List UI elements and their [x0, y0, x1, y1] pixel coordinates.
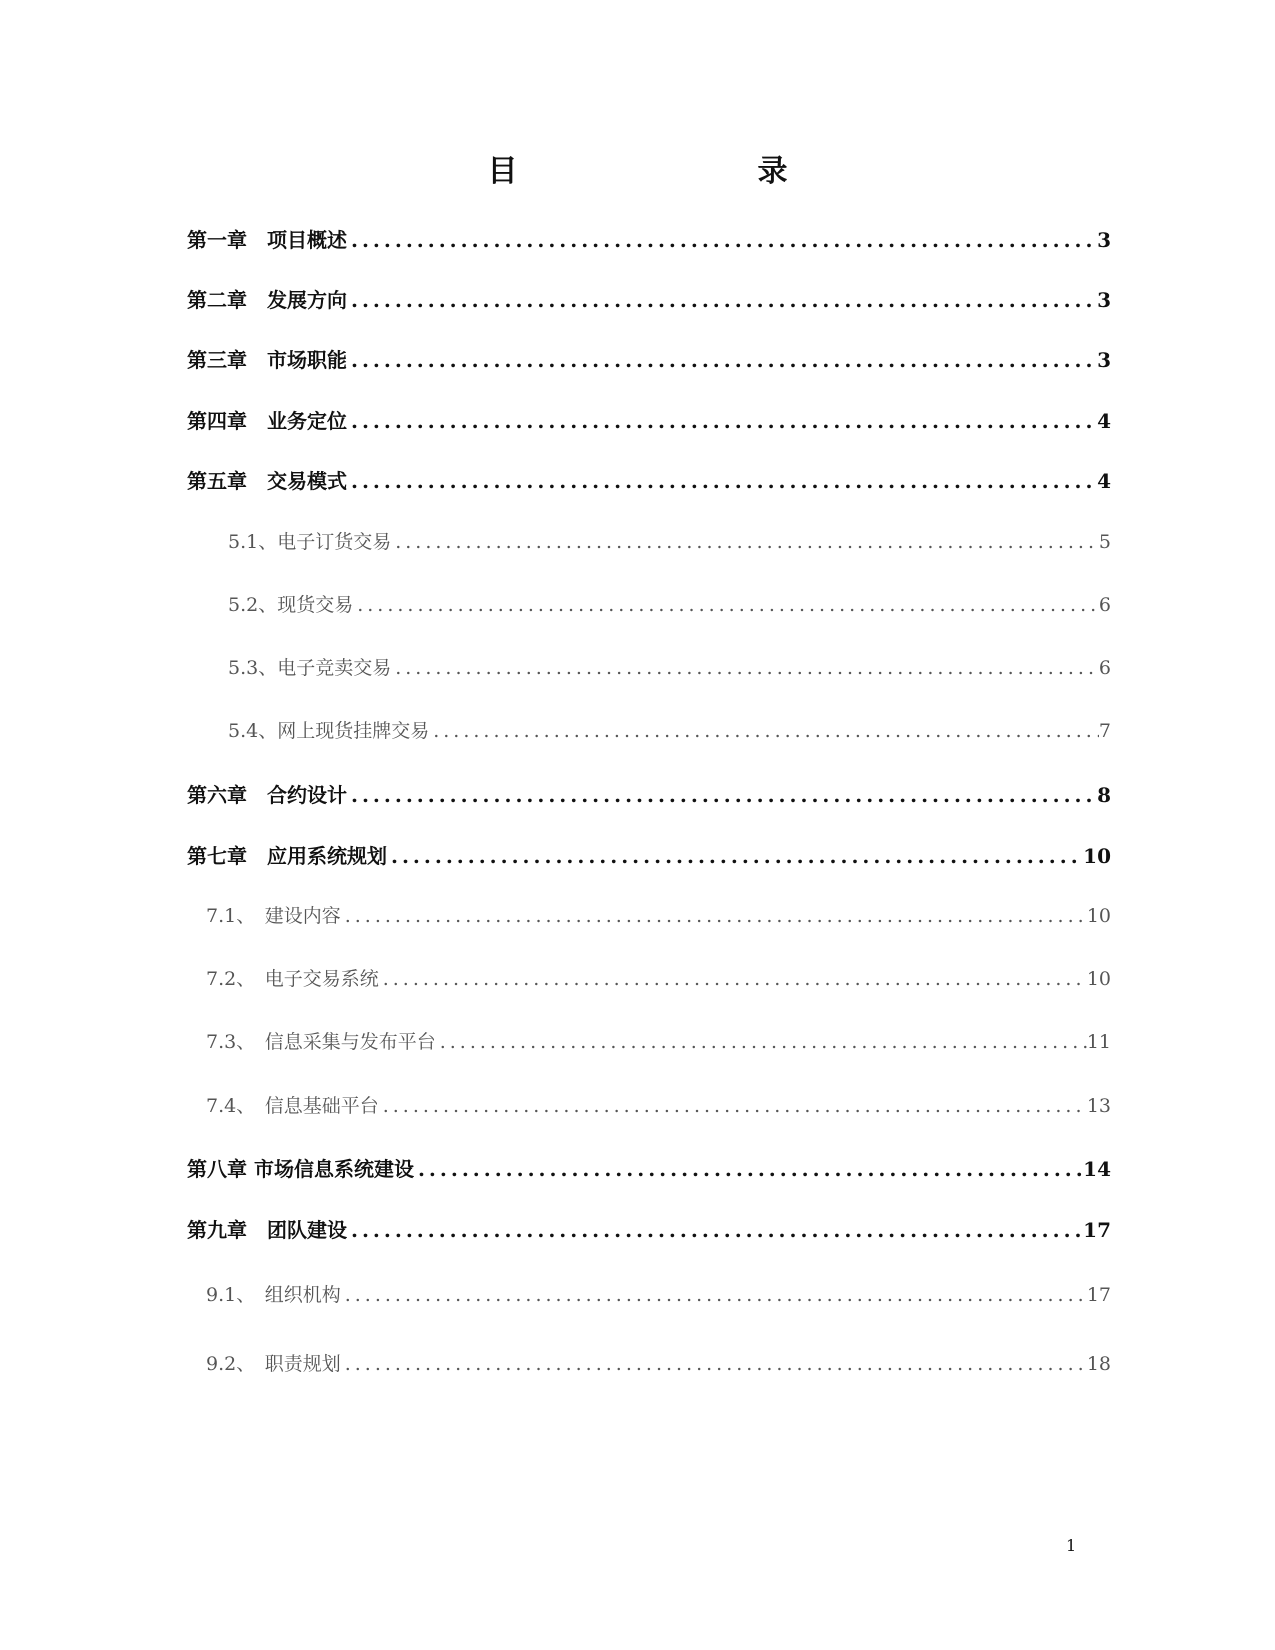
leader-dots [341, 1284, 1087, 1306]
leader-dots [341, 1353, 1087, 1375]
leader-dots [347, 228, 1097, 252]
toc-entry-page: 4 [1097, 469, 1111, 493]
toc-entry-chapter-9[interactable] [187, 1214, 1111, 1243]
toc-entry-page: 6 [1098, 657, 1111, 679]
toc-entry-page: 8 [1097, 783, 1111, 807]
leader-dots [347, 1218, 1083, 1242]
toc-entry-page: 18 [1086, 1353, 1111, 1375]
toc-entry-label: 第二章 发展方向 [187, 288, 347, 312]
leader-dots [347, 783, 1097, 807]
leader-dots [347, 348, 1097, 372]
toc-entry-page: 13 [1086, 1095, 1111, 1117]
toc-entry-label: 5.2、现货交易 [228, 594, 354, 616]
toc-entry-page: 17 [1086, 1284, 1111, 1306]
toc-entry-page: 4 [1097, 409, 1111, 433]
toc-entry-label: 第六章 合约设计 [187, 783, 347, 807]
toc-entry-chapter-6[interactable] [187, 779, 1111, 808]
toc-entry-label: 第三章 市场职能 [187, 348, 347, 372]
toc-entry-label: 7.1、 建设内容 [206, 905, 341, 927]
leader-dots [429, 720, 1099, 742]
toc-entry-label: 第九章 团队建设 [187, 1218, 347, 1242]
toc-entry-label: 7.2、 电子交易系统 [206, 968, 379, 990]
toc-entry-chapter-5[interactable] [187, 465, 1111, 494]
toc-entry-label: 7.4、 信息基础平台 [206, 1095, 379, 1117]
toc-entry-chapter-1[interactable] [187, 224, 1111, 253]
leader-dots [347, 469, 1097, 493]
leader-dots [347, 409, 1097, 433]
leader-dots [353, 594, 1099, 616]
toc-entry-section-7-2[interactable] [206, 964, 1111, 991]
toc-entry-label: 第一章 项目概述 [187, 228, 347, 252]
leader-dots [391, 657, 1099, 679]
toc-entry-label: 5.4、网上现货挂牌交易 [228, 720, 430, 742]
toc-entry-label: 5.3、电子竞卖交易 [228, 657, 392, 679]
leader-dots [379, 1095, 1087, 1117]
toc-entry-section-5-3[interactable] [228, 653, 1111, 680]
toc-entry-page: 10 [1086, 968, 1111, 990]
toc-entry-section-7-4[interactable] [206, 1091, 1111, 1118]
toc-entry-page: 3 [1097, 288, 1111, 312]
toc-entry-page: 3 [1097, 228, 1111, 252]
toc-entry-section-7-3[interactable] [206, 1027, 1111, 1054]
toc-entry-page: 5 [1098, 531, 1111, 553]
toc-entry-section-9-1[interactable] [206, 1280, 1111, 1307]
toc-entry-chapter-4[interactable] [187, 405, 1111, 434]
toc-entry-page: 17 [1083, 1218, 1111, 1242]
toc-entry-label: 第四章 业务定位 [187, 409, 347, 433]
toc-entry-page: 11 [1086, 1031, 1111, 1053]
toc-entry-chapter-2[interactable] [187, 284, 1111, 313]
toc-entry-page: 6 [1098, 594, 1111, 616]
toc-entry-page: 7 [1098, 720, 1111, 742]
leader-dots [341, 905, 1087, 927]
toc-entry-section-5-2[interactable] [228, 590, 1111, 617]
toc-entry-page: 10 [1086, 905, 1111, 927]
toc-entry-label: 9.1、 组织机构 [206, 1284, 341, 1306]
leader-dots [379, 968, 1087, 990]
toc-entry-chapter-7[interactable] [187, 840, 1111, 869]
toc-entry-page: 14 [1083, 1157, 1111, 1181]
toc-entry-section-5-4[interactable] [228, 716, 1111, 743]
toc-entry-label: 第七章 应用系统规划 [187, 844, 387, 868]
toc-entry-section-5-1[interactable] [228, 527, 1111, 554]
toc-entry-label: 5.1、电子订货交易 [228, 531, 392, 553]
toc-entry-page: 3 [1097, 348, 1111, 372]
toc-entry-section-9-2[interactable] [206, 1349, 1111, 1376]
toc-entry-section-7-1[interactable] [206, 901, 1111, 928]
toc-entry-page: 10 [1083, 844, 1111, 868]
toc-entry-label: 9.2、 职责规划 [206, 1353, 341, 1375]
leader-dots [414, 1157, 1083, 1181]
toc-entry-label: 第五章 交易模式 [187, 469, 347, 493]
leader-dots [347, 288, 1097, 312]
toc-entry-chapter-3[interactable] [187, 344, 1111, 373]
leader-dots [391, 531, 1099, 553]
leader-dots [436, 1031, 1087, 1053]
toc-entry-chapter-8[interactable] [187, 1153, 1111, 1182]
toc-entry-label: 第八章 市场信息系统建设 [187, 1157, 414, 1181]
toc-entry-label: 7.3、 信息采集与发布平台 [206, 1031, 436, 1053]
toc-title: 目 录 [487, 154, 848, 189]
leader-dots [387, 844, 1083, 868]
page-number: 1 [1066, 1536, 1077, 1555]
